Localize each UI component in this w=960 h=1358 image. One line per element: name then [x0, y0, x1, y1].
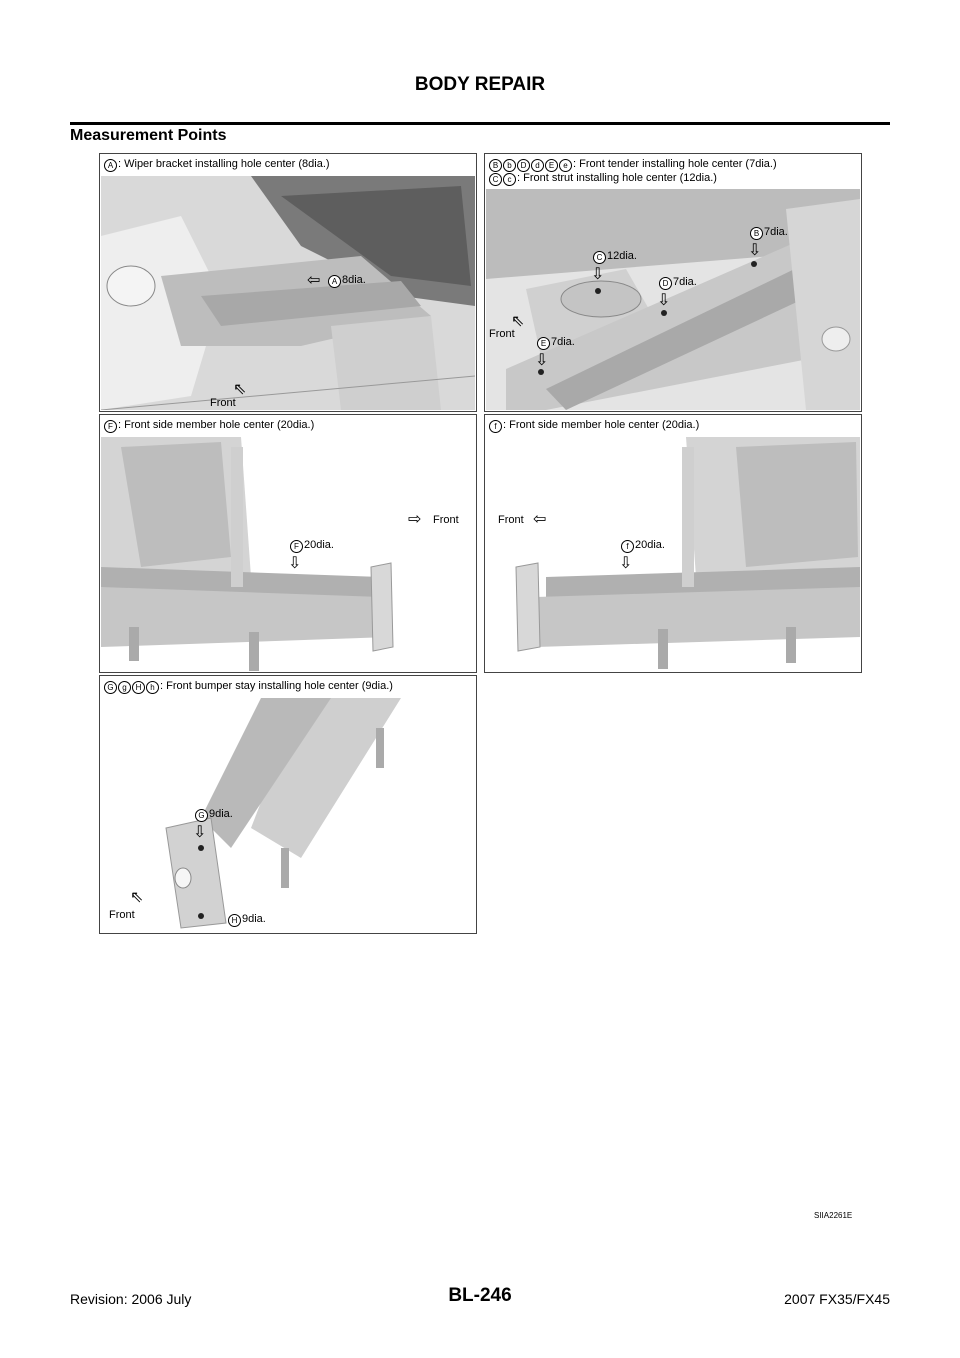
pointer-arrow-icon: ⇩: [619, 555, 633, 572]
panel-caption: F : Front side member hole center (20dia.): [104, 418, 314, 433]
panel-caption-2: C c : Front strut installing hole center (12dia.): [489, 171, 717, 186]
body-illustration: [101, 698, 475, 932]
body-illustration: [486, 189, 860, 410]
front-arrow-icon: ⇨: [408, 511, 422, 528]
panel-caption: A : Wiper bracket installing hole center (8dia.): [104, 157, 330, 172]
callout-g: G 9dia.: [195, 808, 233, 822]
pointer-arrow-icon: ⇩: [657, 292, 671, 309]
callout-a: A 8dia.: [328, 274, 366, 288]
panel-caption-1: B b D d E e : Front tender installing hole center (7dia.): [489, 157, 777, 172]
front-label: Front: [109, 909, 135, 921]
callout-b: B 7dia.: [750, 226, 788, 240]
panel-front-tender-strut: [484, 153, 862, 412]
pointer-arrow-icon: ⇩: [193, 824, 207, 841]
panel-front-bumper-stay: [99, 675, 477, 934]
pointer-arrow-icon: ⇩: [591, 266, 605, 283]
front-arrow-icon: ⇖: [130, 889, 144, 906]
front-arrow-icon: ⇦: [533, 511, 547, 528]
front-arrow-icon: ⇖: [511, 313, 525, 330]
footer-revision: Revision: 2006 July: [70, 1291, 192, 1307]
panel-front-side-member-left: [99, 414, 477, 673]
callout-e: E 7dia.: [537, 336, 575, 350]
figure-code: SIIA2261E: [814, 1211, 853, 1220]
panel-caption: f : Front side member hole center (20dia.): [489, 418, 699, 433]
callout-f-lower: f 20dia.: [621, 539, 665, 553]
front-label: Front: [498, 514, 524, 526]
callout-d: D 7dia.: [659, 276, 697, 290]
footer-page-number: BL-246: [448, 1285, 512, 1306]
body-illustration: [486, 437, 860, 671]
section-title: Measurement Points: [70, 127, 227, 144]
front-label: Front: [433, 514, 459, 526]
page-header-title: BODY REPAIR: [414, 74, 546, 95]
panel-caption: G g H h : Front bumper stay installing hole center (9dia.): [104, 679, 393, 694]
pointer-arrow-icon: ⇩: [288, 555, 302, 572]
pointer-arrow-icon: ⇦: [307, 272, 321, 289]
point-letter: A: [104, 159, 117, 172]
pointer-arrow-icon: ⇩: [748, 242, 762, 259]
front-label: Front: [210, 397, 236, 409]
body-illustration: [101, 176, 475, 410]
pointer-arrow-icon: ⇩: [535, 352, 549, 369]
callout-h: H 9dia.: [228, 913, 266, 927]
panel-wiper-bracket: [99, 153, 477, 412]
callout-f: F 20dia.: [290, 539, 334, 553]
front-label: Front: [489, 328, 515, 340]
header-rule: [70, 122, 890, 125]
panel-front-side-member-right: [484, 414, 862, 673]
callout-c: C 12dia.: [593, 250, 637, 264]
front-arrow-icon: ⇖: [233, 381, 247, 398]
footer-model: 2007 FX35/FX45: [784, 1291, 890, 1307]
